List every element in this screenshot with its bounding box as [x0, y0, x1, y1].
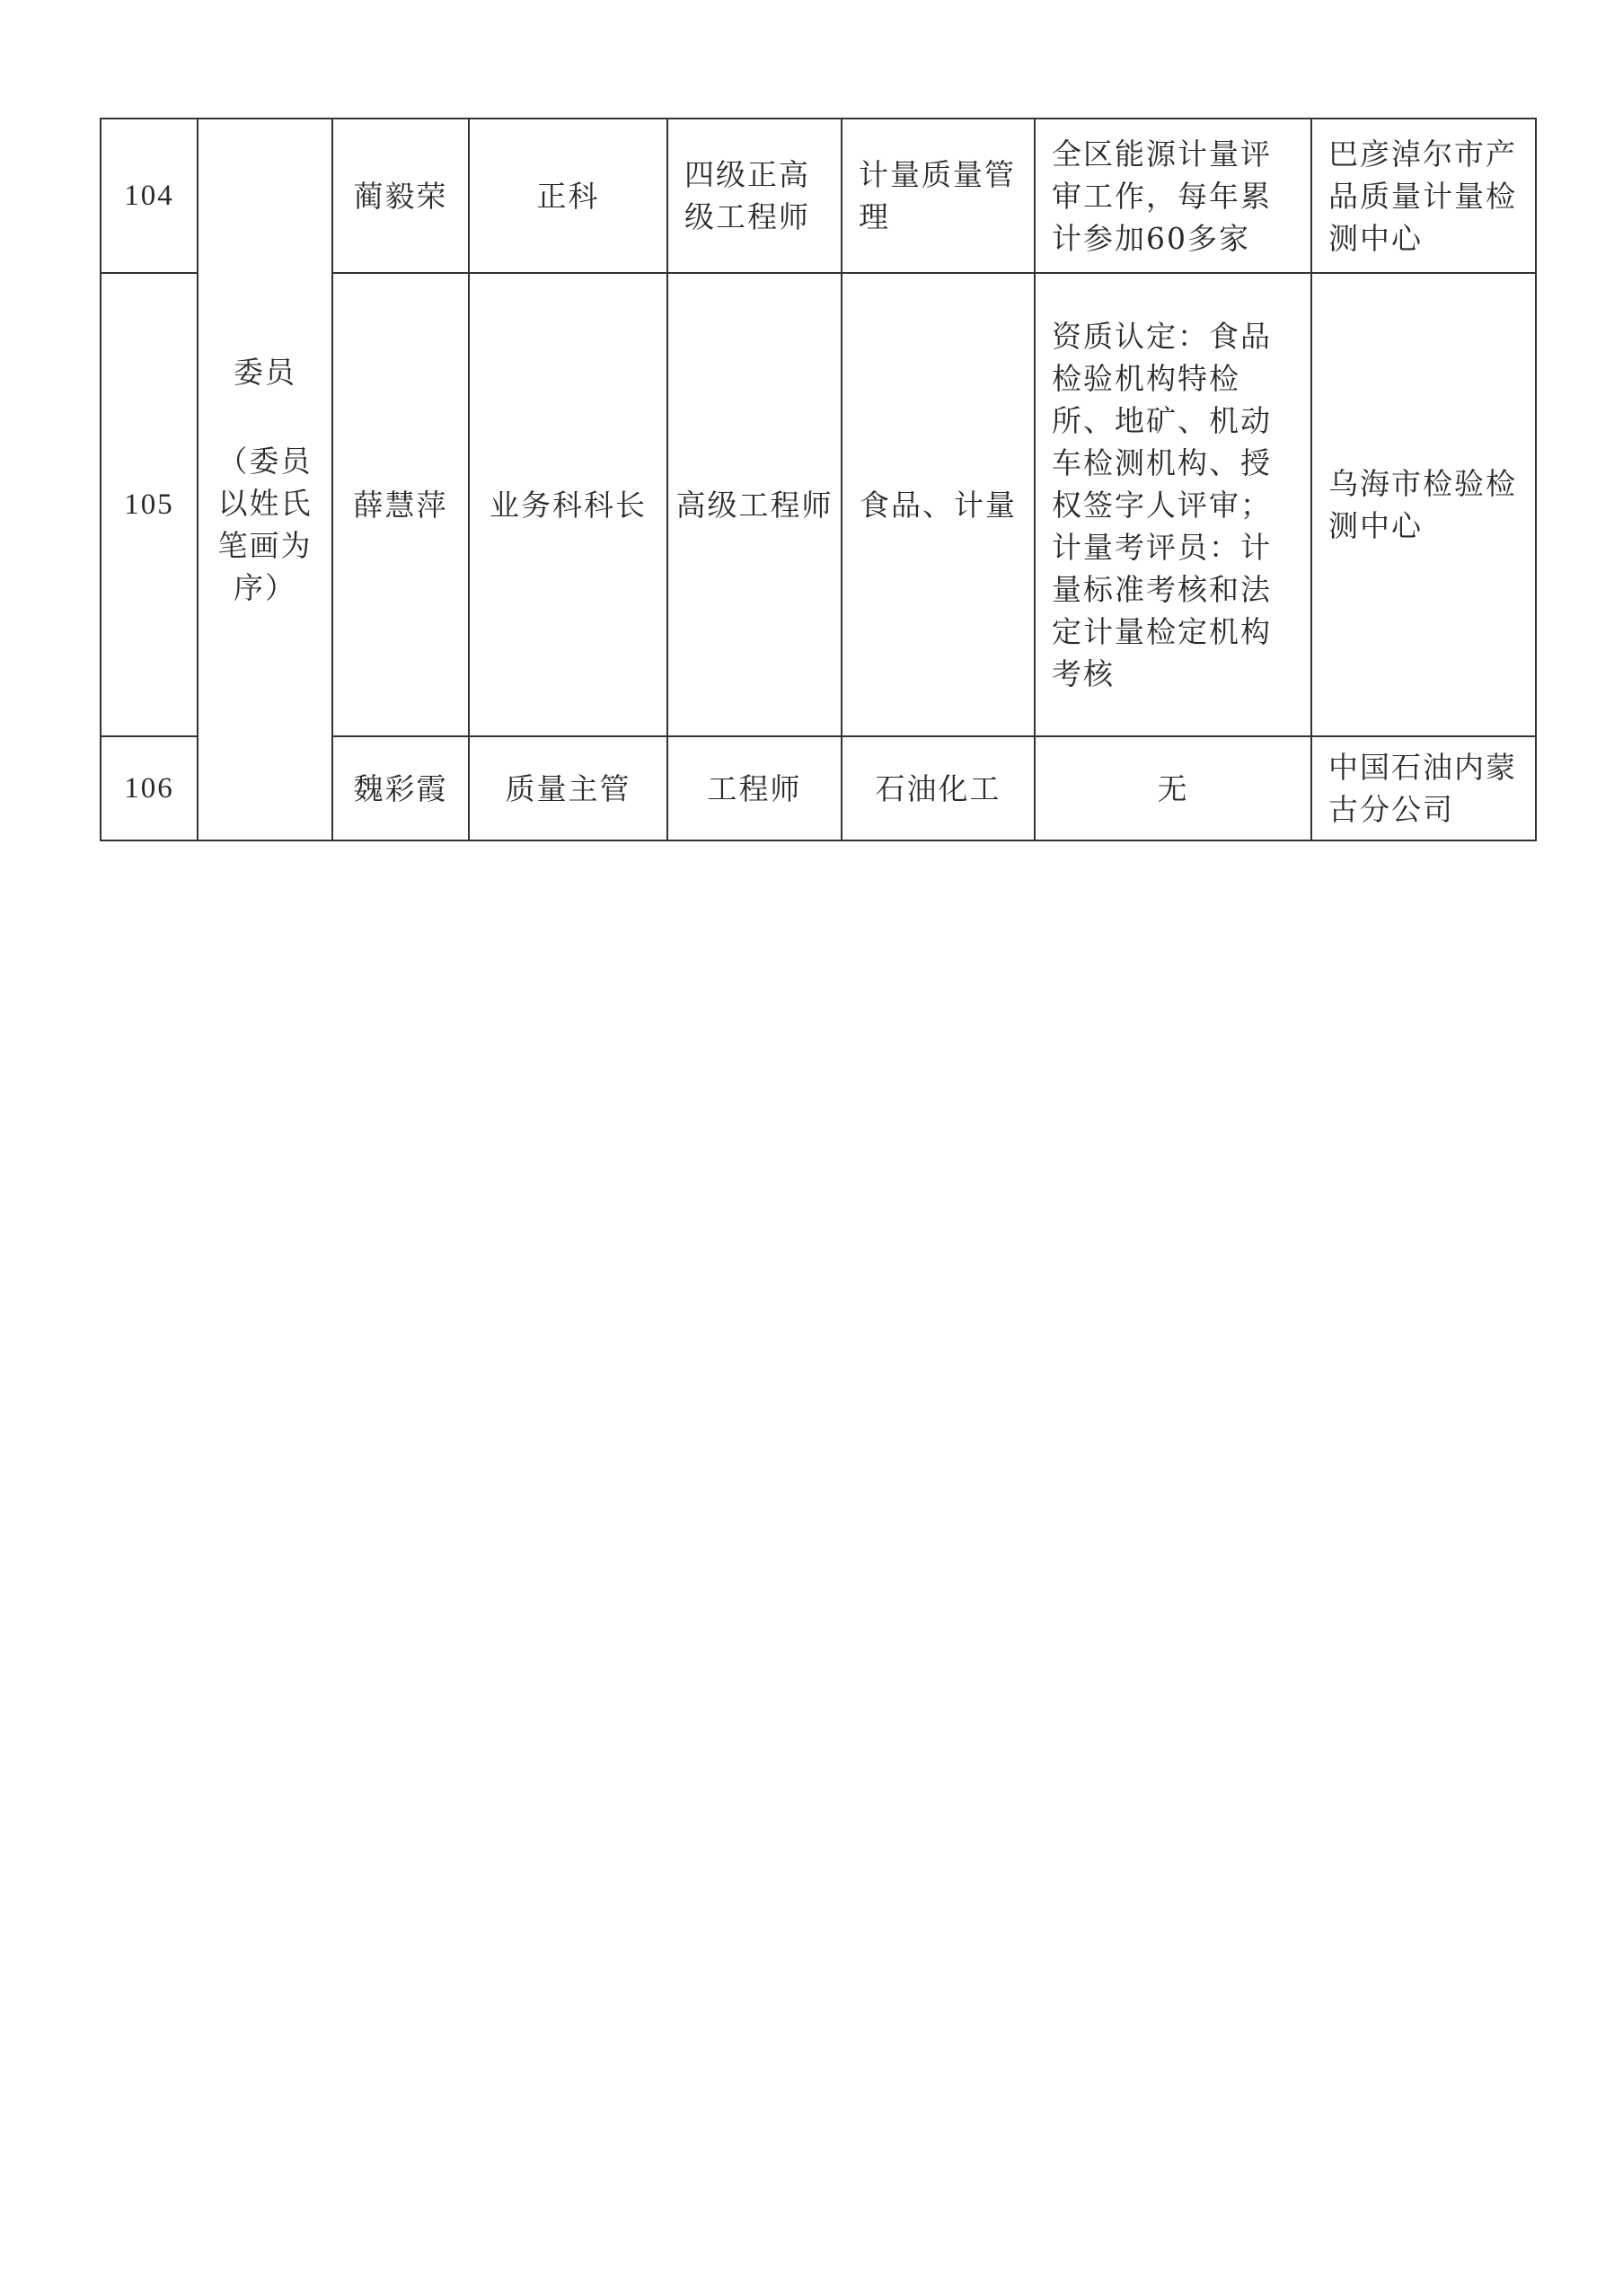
member-position: 业务科科长 — [469, 273, 667, 736]
member-name: 魏彩霞 — [332, 736, 469, 840]
table-row — [101, 119, 1536, 273]
member-table — [100, 118, 1537, 841]
member-title: 四级正高级工程师 — [667, 119, 842, 273]
row-number: 104 — [101, 119, 198, 273]
member-name: 蔺毅荣 — [332, 119, 469, 273]
member-title: 工程师 — [667, 736, 842, 840]
row-number: 106 — [101, 736, 198, 840]
member-name: 薛慧萍 — [332, 273, 469, 736]
member-experience: 全区能源计量评审工作，每年累计参加60多家 — [1035, 119, 1311, 273]
member-specialty: 石油化工 — [842, 736, 1035, 840]
member-position: 正科 — [469, 119, 667, 273]
member-specialty: 计量质量管理 — [842, 119, 1035, 273]
member-organization: 中国石油内蒙古分公司 — [1311, 736, 1536, 840]
member-organization: 巴彦淖尔市产品质量计量检测中心 — [1311, 119, 1536, 273]
role-group-cell — [198, 119, 332, 840]
member-position: 质量主管 — [469, 736, 667, 840]
row-number: 105 — [101, 273, 198, 736]
member-experience: 无 — [1035, 736, 1311, 840]
role-note: （委员以姓氏笔画为序） — [217, 443, 313, 605]
member-specialty: 食品、计量 — [842, 273, 1035, 736]
member-experience: 资质认定：食品检验机构特检所、地矿、机动车检测机构、授权签字人评审；计量考评员：计量标准考核和法定计量检定机构考核 — [1035, 273, 1311, 736]
member-title: 高级工程师 — [667, 273, 842, 736]
member-organization: 乌海市检验检测中心 — [1311, 273, 1536, 736]
role-label: 委员 — [234, 354, 296, 390]
